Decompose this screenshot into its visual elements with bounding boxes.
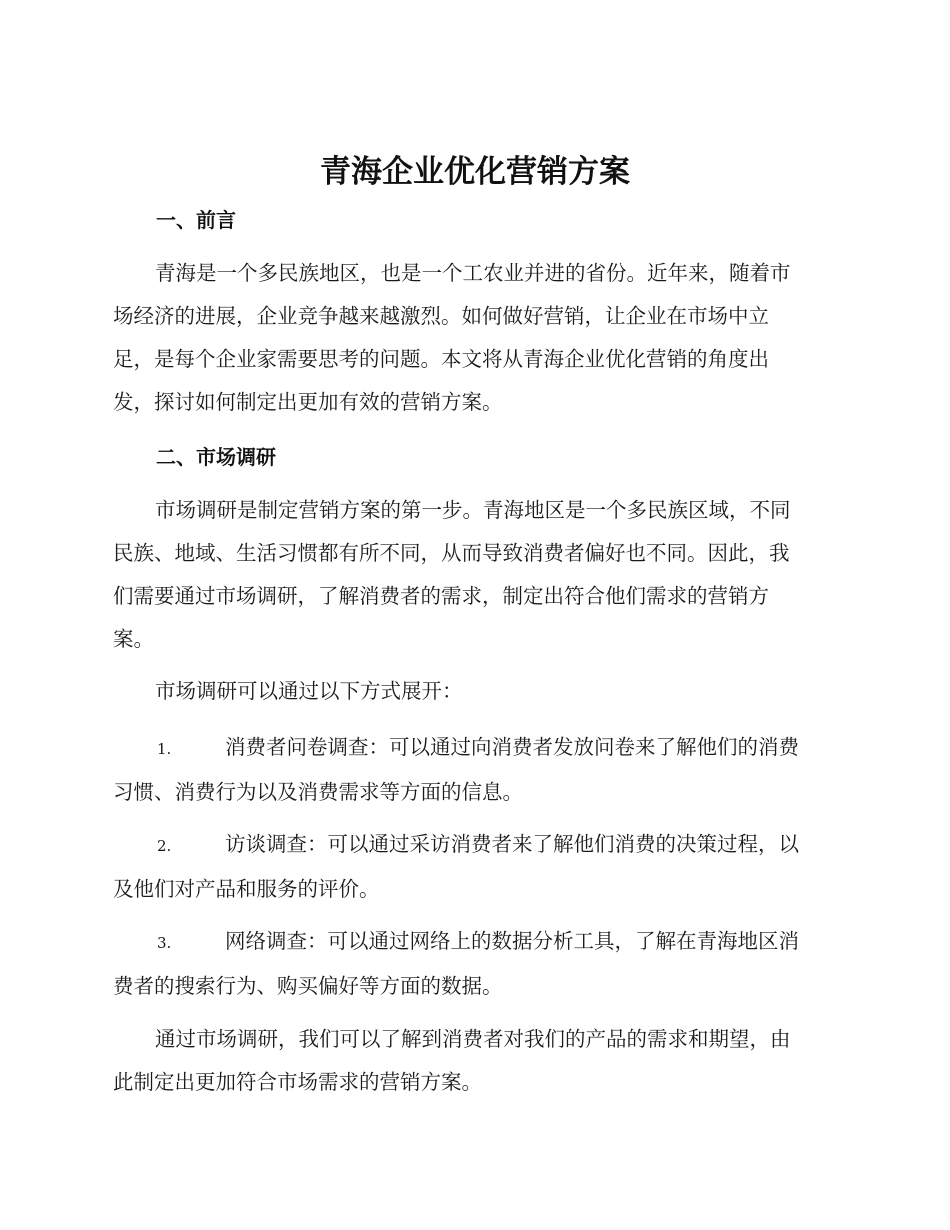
paragraph-line: 通过市场调研，我们可以了解到消费者对我们的产品的需求和期望，由 [155, 1027, 791, 1051]
paragraph-line: 发，探讨如何制定出更加有效的营销方案。 [113, 390, 503, 414]
list-item-text: 消费者问卷调查：可以通过向消费者发放问卷来了解他们的消费 [225, 735, 799, 759]
paragraph-line: 市场调研是制定营销方案的第一步。青海地区是一个多民族区域，不同 [155, 498, 791, 522]
list-item-text: 习惯、消费行为以及消费需求等方面的信息。 [113, 780, 523, 804]
list-item-text: 及他们对产品和服务的评价。 [113, 877, 380, 901]
paragraph-line: 们需要通过市场调研，了解消费者的需求，制定出符合他们需求的营销方 [113, 584, 769, 608]
list-item-first-line [113, 920, 835, 965]
paragraph-line: 此制定出更加符合市场需求的营销方案。 [113, 1070, 482, 1094]
list-item-number: 2. [157, 837, 172, 855]
paragraph-line: 市场调研可以通过以下方式展开： [155, 679, 463, 703]
list-item-text: 费者的搜索行为、购买偏好等方面的数据。 [113, 974, 503, 998]
paragraph-line: 场经济的进展，企业竞争越来越激烈。如何做好营销，让企业在市场中立 [113, 304, 769, 328]
section-heading-market-research: 二、市场调研 [156, 445, 276, 469]
list-item-first-line [113, 726, 835, 771]
paragraph-line: 案。 [113, 627, 154, 651]
preface-paragraph [113, 252, 835, 424]
list-item [113, 920, 835, 1008]
paragraph-line: 青海是一个多民族地区，也是一个工农业并进的省份。近年来，随着市 [155, 261, 791, 285]
list-item-first-line [113, 823, 835, 868]
section-heading-preface: 一、前言 [156, 208, 236, 232]
list-item [113, 726, 835, 814]
list-item-text: 访谈调查：可以通过采访消费者来了解他们消费的决策过程，以 [225, 832, 799, 856]
list-item-number: 1. [157, 740, 172, 758]
list-item-text: 网络调查：可以通过网络上的数据分析工具，了解在青海地区消 [225, 929, 799, 953]
market-research-paragraph-1 [113, 489, 835, 661]
list-item [113, 823, 835, 911]
list-item-number: 3. [157, 934, 172, 952]
market-research-paragraph-2 [113, 670, 835, 713]
paragraph-line: 足，是每个企业家需要思考的问题。本文将从青海企业优化营销的角度出 [113, 347, 769, 371]
market-research-paragraph-3 [113, 1018, 835, 1104]
paragraph-line: 民族、地域、生活习惯都有所不同，从而导致消费者偏好也不同。因此，我 [113, 541, 790, 565]
document-title: 青海企业优化营销方案 [320, 154, 630, 190]
